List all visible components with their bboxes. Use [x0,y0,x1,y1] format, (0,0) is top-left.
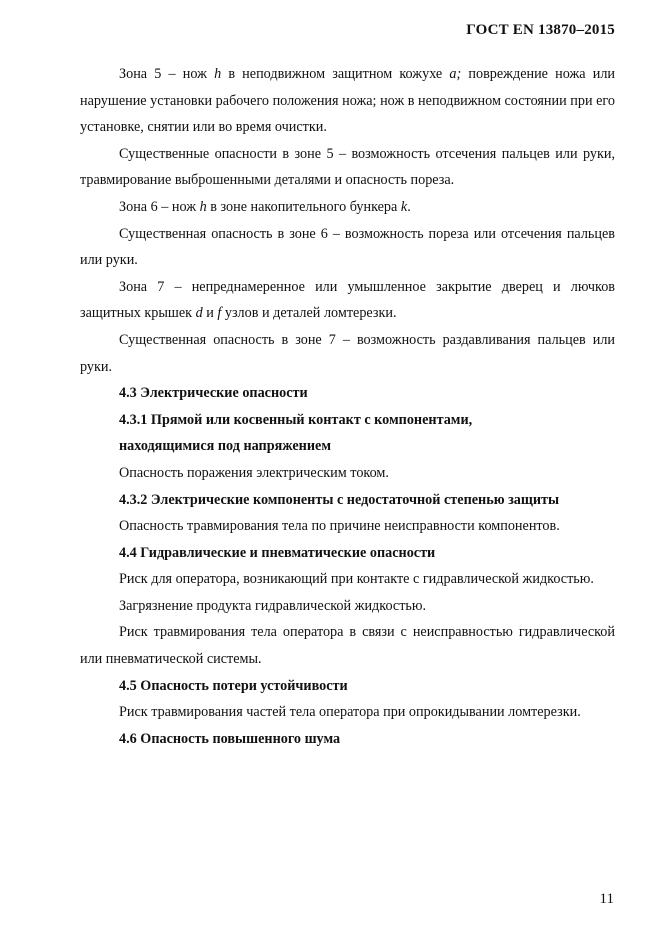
text-span: и [202,305,218,322]
section-heading-4-3: 4.3 Электрические опасности [119,385,308,402]
paragraph-zone6 [80,194,615,221]
document-body [80,61,615,752]
symbol-h: h [214,66,222,82]
paragraph-zone6-hazard: Существенная опасность в зоне 6 – возможность пореза или отсечения пальцев или руки. [80,225,615,269]
paragraph-4-3-1: Опасность поражения электрическим током. [119,464,389,481]
text-span: узлов и деталей ломтерезки. [221,305,397,322]
text-span: . [407,198,411,215]
section-heading-4-6: 4.6 Опасность повышенного шума [119,730,341,747]
symbol-h: h [199,198,207,215]
section-heading-4-3-2: 4.3.2 Электрические компоненты с недостаточной степенью защиты [119,491,560,508]
text-span: Зона 5 – нож [119,66,215,82]
section-heading-4-3-1: 4.3.1 Прямой или косвенный контакт с компонентами, находящимися под напряжением [119,411,473,455]
text-span: повреждение ножа или нарушение установки рабочего положения ножа; нож в неподвижном состоянии при его установке, снятии или во время очистки. [80,66,615,136]
text-span: в неподвижном защитном кожухе [221,66,450,82]
symbol-a: a; [449,66,462,82]
section-heading-4-4: 4.4 Гидравлические и пневматические опасности [119,544,436,561]
section-heading-4-5: 4.5 Опасность потери устойчивости [119,677,348,694]
paragraph-4-4-2: Загрязнение продукта гидравлической жидкостью. [119,597,427,614]
text-span: Зона 7 – непреднамеренное или умышленное закрытие дверец и лючков защитных крышек [80,278,615,322]
text-span: Зона 6 – нож [119,198,200,215]
paragraph-zone7-hazard: Существенная опасность в зоне 7 – возможность раздавливания пальцев или руки. [80,331,615,375]
paragraph-4-4-3: Риск травмирования тела оператора в связи с неисправностью гидравлической или пневматической системы. [80,624,615,668]
page-number: 11 [599,891,614,907]
paragraph-zone7 [80,274,615,327]
paragraph-zone5 [80,61,615,141]
paragraph-zone5-hazard: Существенные опасности в зоне 5 – возможность отсечения пальцев или руки, травмирование выброшенными деталями и опасность пореза. [80,145,615,189]
symbol-k: k [400,198,408,215]
text-span: в зоне накопительного бункера [206,198,401,215]
document-header: ГОСТ EN 13870–2015 [466,22,615,38]
paragraph-4-3-2: Опасность травмирования тела по причине неисправности компонентов. [119,518,560,535]
paragraph-4-4-1: Риск для оператора, возникающий при контакте с гидравлической жидкостью. [119,571,594,588]
symbol-d: d [195,305,203,322]
symbol-f: f [217,305,222,322]
paragraph-4-5: Риск травмирования частей тела оператора при опрокидывании ломтерезки. [119,704,581,721]
